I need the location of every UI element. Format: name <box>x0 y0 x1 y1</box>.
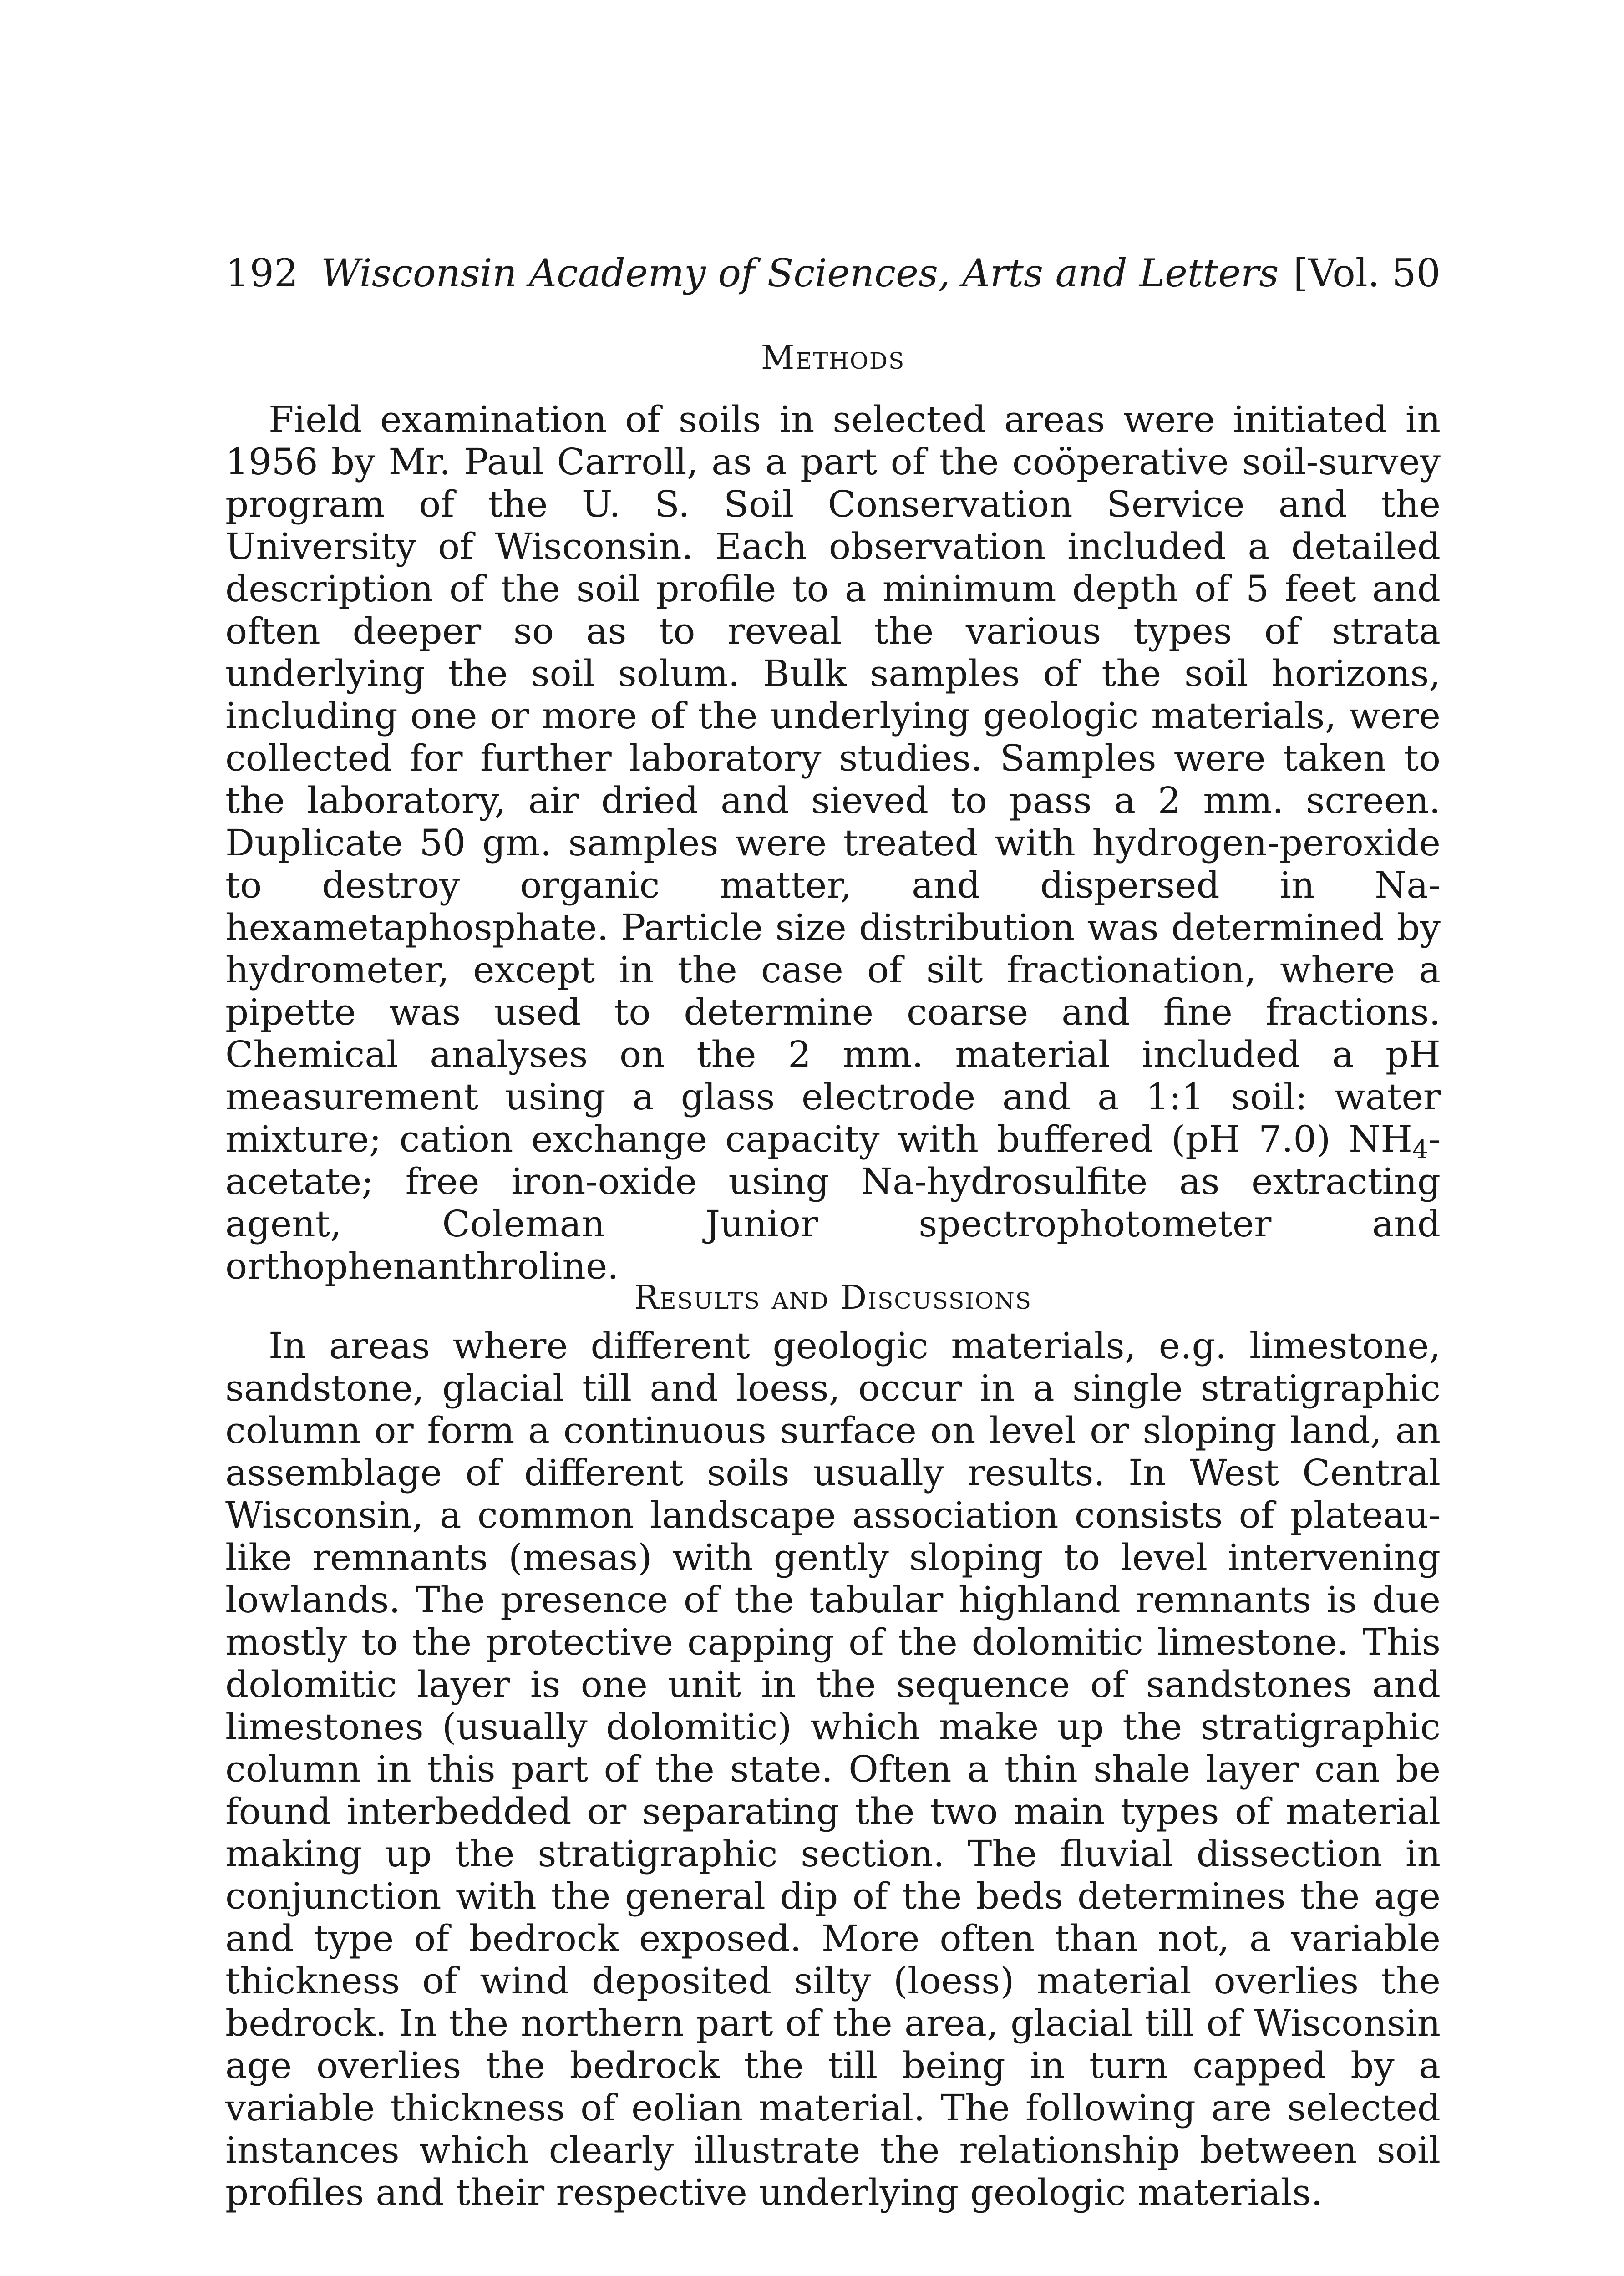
results-paragraph: In areas where different geologic materials, e.g. limestone, sandstone, glacial till and loess, occur in a single stratigraphic column or form a continuous surface on level or sloping land, an assemblage of different soils usually results. In West Central Wisconsin, a common landscape association consists of plateau-like remnants (mesas) with gently sloping to level intervening lowlands. The presence of the tabular highland remnants is due mostly to the protective capping of the dolomitic limestone. This dolomitic layer is one unit in the sequence of sandstones and limestones (usually dolomitic) which make up the stratigraphic column in this part of the state. Often a thin shale layer can be found interbedded or separating the two main types of material making up the stratigraphic section. The fluvial dissection in conjunction with the general dip of the beds determines the age and type of bedrock exposed. More often than not, a variable thickness of wind deposited silty (loess) material overlies the bedrock. In the northern part of the area, glacial till of Wisconsin age overlies the bedrock the till being in turn capped by a variable thickness of eolian material. The following are selected instances which clearly illustrate the relationship between soil profiles and their respective underlying geologic materials. <box>225 1325 1441 2214</box>
page-number: 192 <box>225 251 299 295</box>
results-heading: Results and Discussions <box>634 1278 1032 1316</box>
methods-heading: Methods <box>761 338 905 376</box>
ammonium-subscript: 4 <box>1412 1135 1428 1164</box>
running-head <box>225 248 1441 298</box>
methods-text-part2: -acetate; free iron-oxide using Na-hydrosulfite as extracting agent, Coleman Junior spectrophotometer and orthophenanthroline. <box>225 1118 1441 1287</box>
volume-label: [Vol. 50 <box>1293 251 1441 295</box>
methods-text-part1: Field examination of soils in selected areas were initiated in 1956 by Mr. Paul Carroll, as a part of the coöperative soil-survey program of the U. S. Soil Conservation Service and the University of Wisconsin. Each observation included a detailed description of the soil profile to a minimum depth of 5 feet and often deeper so as to reveal the various types of strata underlying the soil solum. Bulk samples of the soil horizons, including one or more of the underlying geologic materials, were collected for further laboratory studies. Samples were taken to the laboratory, air dried and sieved to pass a 2 mm. screen. Duplicate 50 gm. samples were treated with hydrogen-peroxide to destroy organic matter, and dispersed in Na-hexametaphosphate. Particle size distribution was determined by hydrometer, except in the case of silt fractionation, where a pipette was used to determine coarse and fine fractions. Chemical analyses on the 2 mm. material included a pH measurement using a glass electrode and a 1:1 soil: water mixture; cation exchange capacity with buffered (pH 7.0) NH <box>225 398 1441 1160</box>
journal-title: Wisconsin Academy of Sciences, Arts and Letters <box>321 251 1279 295</box>
methods-paragraph <box>225 351 1441 1287</box>
